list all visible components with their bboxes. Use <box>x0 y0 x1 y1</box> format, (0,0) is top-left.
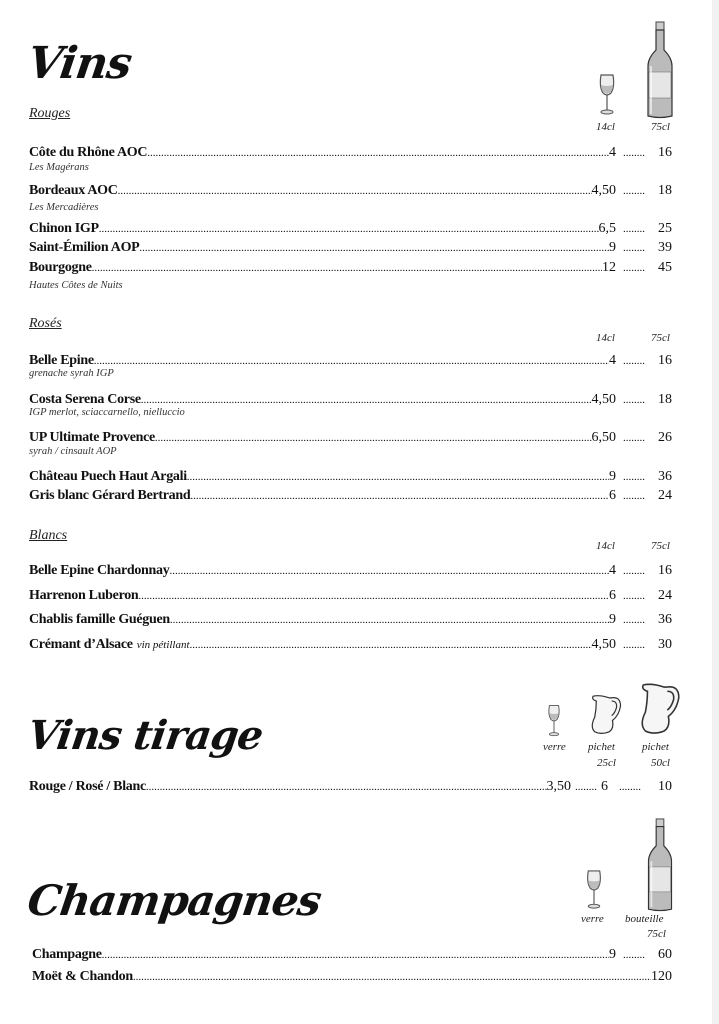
size-glass: 14cl <box>596 121 615 133</box>
size-glass: 14cl <box>596 540 615 552</box>
price-verre: 9 <box>609 947 616 962</box>
price-glass: 9 <box>609 612 616 627</box>
leader-dots <box>187 468 609 486</box>
tirage-title: Vins tirage <box>24 712 266 759</box>
price-bottle: 18 <box>658 392 672 407</box>
header-pichet-50: pichet <box>642 741 669 753</box>
price-bottle: 16 <box>658 353 672 368</box>
leader-dots <box>141 391 592 409</box>
header-bouteille: bouteille <box>625 913 664 925</box>
wine-subtitle: grenache syrah IGP <box>29 368 114 379</box>
wine-subtitle: syrah / cinsault AOP <box>29 446 117 457</box>
wine-row <box>29 611 672 629</box>
price-glass: 6 <box>609 588 616 603</box>
wine-row <box>29 259 672 277</box>
price-bottle: 24 <box>658 488 672 503</box>
wine-row <box>29 182 672 200</box>
wine-name: Costa Serena Corse <box>29 392 141 407</box>
price-bottle: 36 <box>658 469 672 484</box>
leader-dots <box>139 239 609 257</box>
leader-dots <box>118 182 592 200</box>
wine-name: Gris blanc Gérard Bertrand <box>29 488 191 503</box>
leader-dots <box>616 220 652 238</box>
price-bottle: 18 <box>658 183 672 198</box>
price-bottle: 24 <box>658 588 672 603</box>
price-glass: 4 <box>609 353 616 368</box>
price-bouteille: 120 <box>651 969 672 984</box>
leader-dots <box>190 487 609 505</box>
wine-row <box>29 239 672 257</box>
leader-dots <box>616 946 652 964</box>
price-bottle: 30 <box>658 637 672 652</box>
leader-dots <box>616 352 652 370</box>
leader-dots <box>92 259 602 277</box>
leader-dots <box>616 429 652 447</box>
leader-dots <box>138 587 609 605</box>
size-glass: 14cl <box>596 332 615 344</box>
wine-glass-icon <box>597 73 617 117</box>
leader-dots <box>616 487 652 505</box>
leader-dots <box>99 220 599 238</box>
price-glass: 4,50 <box>591 183 616 198</box>
wine-name: Château Puech Haut Argali <box>29 469 187 484</box>
price-glass: 4,50 <box>591 637 616 652</box>
champagne-row <box>32 946 672 964</box>
champagne-name: Moët & Chandon <box>32 969 133 984</box>
category-blancs: Blancs <box>29 528 68 543</box>
wine-row <box>29 144 672 162</box>
price-pichet-25: 6 <box>601 779 608 794</box>
leader-dots <box>190 636 592 654</box>
header-pichet-50-size: 50cl <box>651 757 670 769</box>
vins-title: Vins <box>24 38 135 89</box>
wine-row <box>29 220 672 238</box>
champagnes-title: Champagnes <box>24 876 324 925</box>
price-glass: 12 <box>602 260 616 275</box>
category-roses: Rosés <box>29 316 62 331</box>
wine-row <box>29 587 672 605</box>
wine-name: Chablis famille Guéguen <box>29 612 170 627</box>
wine-row <box>29 468 672 486</box>
leader-dots <box>571 778 601 796</box>
wine-row <box>29 636 672 654</box>
price-glass: 9 <box>609 469 616 484</box>
wine-subtitle: IGP merlot, sciaccarnello, nielluccio <box>29 407 185 418</box>
header-verre: verre <box>581 913 604 925</box>
price-bottle: 39 <box>658 240 672 255</box>
wine-name: Saint-Émilion AOP <box>29 240 140 255</box>
price-bottle: 45 <box>658 260 672 275</box>
price-glass: 4,50 <box>591 392 616 407</box>
wine-name: Côte du Rhône AOC <box>29 145 148 160</box>
wine-name: Bordeaux AOC <box>29 183 118 198</box>
leader-dots <box>616 562 652 580</box>
leader-dots <box>608 778 652 796</box>
wine-bottle-icon <box>645 20 675 120</box>
price-glass: 9 <box>609 240 616 255</box>
leader-dots <box>616 391 652 409</box>
wine-name: Belle Epine Chardonnay <box>29 563 170 578</box>
wine-name: Chinon IGP <box>29 221 99 236</box>
leader-dots <box>616 239 652 257</box>
champagne-name: Champagne <box>32 947 102 962</box>
wine-row <box>29 562 672 580</box>
wine-glass-icon <box>546 704 562 738</box>
price-glass: 6,5 <box>598 221 616 236</box>
leader-dots <box>616 144 652 162</box>
header-bouteille-size: 75cl <box>647 928 666 940</box>
wine-subtitle: Hautes Côtes de Nuits <box>29 280 123 291</box>
large-pitcher-icon <box>637 680 683 736</box>
price-verre: 3,50 <box>546 779 571 794</box>
wine-name: Rouge / Rosé / Blanc <box>29 779 146 794</box>
leader-dots <box>133 968 651 986</box>
price-bottle: 26 <box>658 430 672 445</box>
wine-name: Harrenon Luberon <box>29 588 139 603</box>
price-pichet-50: 10 <box>658 779 672 794</box>
wine-note: vin pétillant <box>136 639 190 651</box>
header-pichet-25: pichet <box>588 741 615 753</box>
leader-dots <box>169 562 609 580</box>
wine-subtitle: Les Mercadières <box>29 202 99 213</box>
header-verre: verre <box>543 741 566 753</box>
price-bottle: 16 <box>658 563 672 578</box>
champagne-row <box>32 968 672 986</box>
leader-dots <box>616 611 652 629</box>
wine-row <box>29 352 672 370</box>
page-edge <box>712 0 719 1024</box>
price-bottle: 36 <box>658 612 672 627</box>
wine-row <box>29 429 672 447</box>
leader-dots <box>155 429 592 447</box>
size-bottle: 75cl <box>651 332 670 344</box>
champagne-bottle-icon <box>645 817 675 913</box>
category-rouges: Rouges <box>29 106 71 121</box>
wine-glass-icon <box>584 869 604 911</box>
leader-dots <box>616 468 652 486</box>
wine-name: Bourgogne <box>29 260 92 275</box>
leader-dots <box>616 587 652 605</box>
price-bouteille: 60 <box>658 947 672 962</box>
leader-dots <box>170 611 609 629</box>
wine-name: UP Ultimate Provence <box>29 430 155 445</box>
leader-dots <box>102 946 609 964</box>
leader-dots <box>616 182 652 200</box>
small-pitcher-icon <box>588 693 624 735</box>
leader-dots <box>94 352 609 370</box>
wine-name: Crémant d’Alsace <box>29 637 133 652</box>
size-bottle: 75cl <box>651 121 670 133</box>
wine-row <box>29 487 672 505</box>
price-glass: 6,50 <box>591 430 616 445</box>
price-glass: 6 <box>609 488 616 503</box>
price-bottle: 25 <box>658 221 672 236</box>
size-bottle: 75cl <box>651 540 670 552</box>
wine-subtitle: Les Magérans <box>29 162 89 173</box>
leader-dots <box>146 778 547 796</box>
tirage-row <box>29 778 672 796</box>
price-glass: 4 <box>609 563 616 578</box>
leader-dots <box>616 636 652 654</box>
price-bottle: 16 <box>658 145 672 160</box>
leader-dots <box>147 144 609 162</box>
header-pichet-25-size: 25cl <box>597 757 616 769</box>
wine-name: Belle Epine <box>29 353 94 368</box>
leader-dots <box>616 259 652 277</box>
price-glass: 4 <box>609 145 616 160</box>
